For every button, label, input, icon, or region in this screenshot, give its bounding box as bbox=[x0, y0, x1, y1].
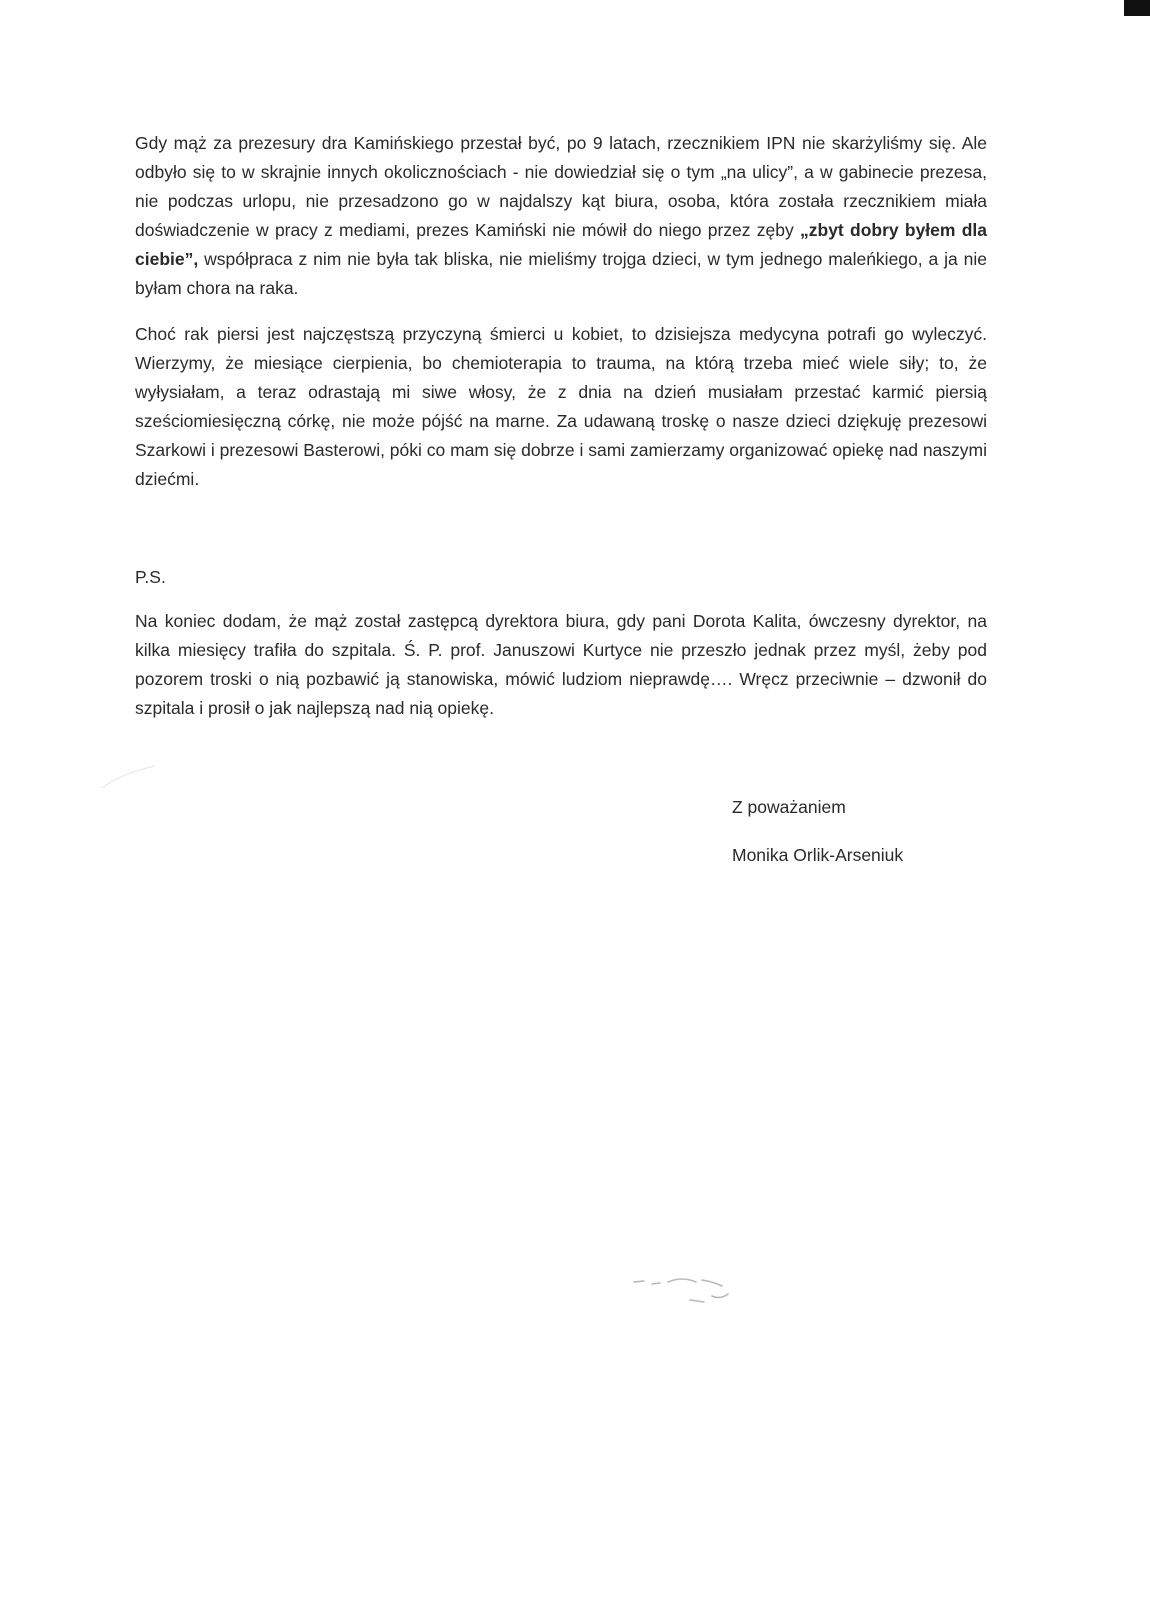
closing-greeting: Z poważaniem bbox=[732, 797, 846, 817]
paragraph-1 bbox=[135, 129, 987, 303]
scan-edge-mark bbox=[1124, 0, 1150, 16]
ps-paragraph-text: Na koniec dodam, że mąż został zastępcą dyrektora biura, gdy pani Dorota Kalita, ówczesny dyrektor, na kilka miesięcy trafiła do szpitala. Ś. P. prof. Januszowi Kurtyce nie przeszło jednak przez myśl, żeby pod pozorem troski o nią pozbawić ją stanowiska, mówić ludziom nieprawdę…. Wręcz przeciwnie – dzwonił do szpitala i prosił o jak najlepszą nad nią opiekę. bbox=[135, 611, 987, 718]
paragraph-1-bold-quote: „zbyt dobry byłem dla ciebie”, bbox=[135, 220, 988, 269]
paragraph-2-text: Choć rak piersi jest najczęstszą przyczyną śmierci u kobiet, to dzisiejsza medycyna potrafi go wyleczyć. Wierzymy, że miesiące cierpienia, bo chemioterapia to trauma, na którą trzeba mieć wiele siły; to, że wyłysiałam, a teraz odrastają mi siwe włosy, że z dnia na dzień musiałam przestać karmić piersią sześciomiesięczną córkę, nie może pójść na marne. Za udawaną troskę o nasze dzieci dziękuję prezesowi Szarkowi i prezesowi Basterowi, póki co mam się dobrze i sami zamierzamy organizować opiekę nad naszymi dziećmi. bbox=[135, 324, 987, 489]
ps-paragraph bbox=[135, 607, 987, 723]
ps-label: P.S. bbox=[135, 567, 166, 587]
paragraph-1-text-b: współpraca z nim nie była tak bliska, nie mieliśmy trojga dzieci, w tym jednego maleńkiego, a ja nie byłam chora na raka. bbox=[135, 249, 987, 298]
paragraph-1-text-a: Gdy mąż za prezesury dra Kamińskiego przestał być, po 9 latach, rzecznikiem IPN nie skarżyliśmy się. Ale odbyło się to w skrajnie innych okolicznościach - nie dowiedział się o tym „na ulicy”, a w gabinecie prezesa, nie podczas urlopu, nie przesadzono go w najdalszy kąt biura, osoba, która została rzecznikiem miała doświadczenie w pracy z mediami, prezes Kamiński nie mówił do niego przez zęby bbox=[135, 133, 987, 240]
paragraph-2 bbox=[135, 320, 987, 494]
signature-name: Monika Orlik-Arseniuk bbox=[732, 845, 904, 865]
scan-smudge-bottom bbox=[630, 1270, 740, 1310]
scan-smudge-left bbox=[100, 760, 160, 790]
